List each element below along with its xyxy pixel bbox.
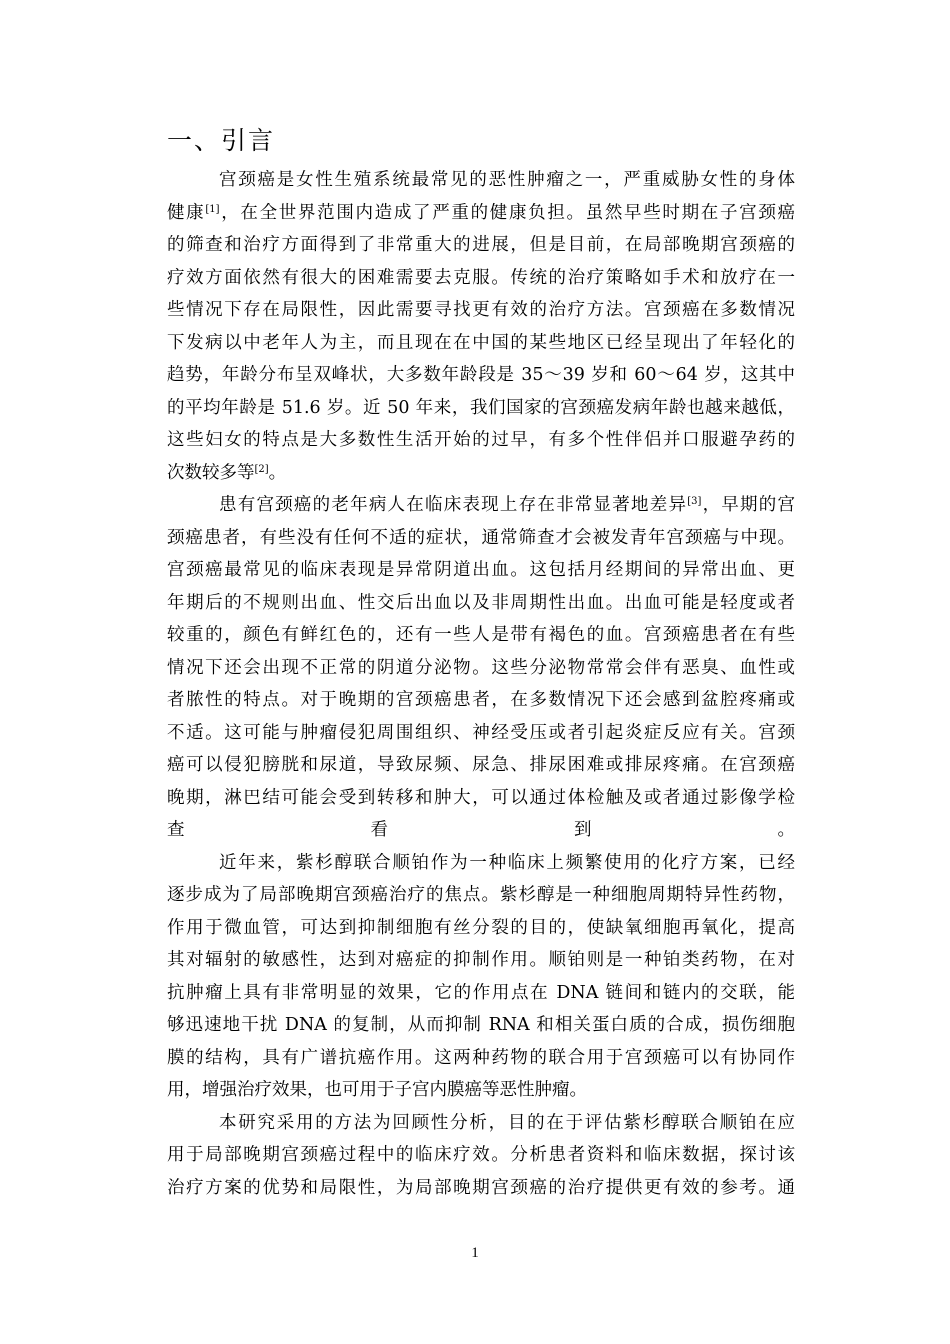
text-line: 不适。这可能与肿瘤侵犯周围组织、神经受压或者引起炎症反应有关。宫颈 — [167, 722, 795, 743]
text-line: 下发病以中老年人为主，而且现在在中国的某些地区已经呈现出了年轻化的 — [167, 332, 795, 353]
paragraph-3 — [167, 847, 795, 1107]
text-line: 膜的结构，具有广谱抗癌作用。这两种药物的联合用于宫颈癌可以有协同作 — [167, 1047, 795, 1068]
paragraph-1 — [167, 164, 795, 489]
text-line: 宫颈癌是女性生殖系统最常见的恶性肿瘤之一，严重威胁女性的身体 — [219, 170, 795, 190]
text-line: 者脓性的特点。对于晚期的宫颈癌患者，在多数情况下还会感到盆腔疼痛或 — [167, 690, 795, 710]
text-line: 宫颈癌最常见的临床表现是异常阴道出血。这包括月经期间的异常出血、更 — [167, 560, 795, 580]
text-line: 其对辐射的敏感性，达到对癌症的抑制作用。顺铂则是一种铂类药物，在对 — [167, 950, 795, 970]
page-number: 1 — [471, 1245, 479, 1261]
text-line: 的平均年龄是 51.6 岁。近 50 年来，我们国家的宫颈癌发病年龄也越来越低， — [167, 397, 795, 418]
text-line: 年期后的不规则出血、性交后出血以及非周期性出血。出血可能是轻度或者 — [167, 592, 795, 613]
text-line: 近年来，紫杉醇联合顺铂作为一种临床上频繁使用的化疗方案，已经 — [219, 852, 795, 873]
text-line: 查看到。 — [167, 820, 795, 840]
text-line: 用，增强治疗效果，也可用于子宫内膜癌等恶性肿瘤。 — [167, 1080, 587, 1100]
text-line: 晚期，淋巴结可能会受到转移和肿大，可以通过体检触及或者通过影像学检 — [167, 787, 795, 808]
text-line: 癌可以侵犯膀胱和尿道，导致尿频、尿急、排尿困难或排尿疼痛。在宫颈癌 — [167, 755, 795, 775]
text-line: 颈癌患者，有些没有任何不适的症状，通常筛查才会被发青年宫颈癌与中现。 — [167, 527, 795, 548]
citation-ref-3: [3] — [687, 496, 702, 507]
text-line: 疗效方面依然有很大的困难需要去克服。传统的治疗策略如手术和放疗在一 — [167, 267, 795, 288]
text-line: 趋势，年龄分布呈双峰状，大多数年龄段是 35～39 岁和 60～64 岁，这其中 — [167, 365, 795, 385]
text-line: 用于局部晚期宫颈癌过程中的临床疗效。分析患者资料和临床数据，探讨该 — [167, 1145, 795, 1165]
text-line: 情况下还会出现不正常的阴道分泌物。这些分泌物常常会伴有恶臭、血性或 — [167, 657, 795, 678]
citation-ref-1: [1] — [205, 203, 220, 215]
section-heading: 一、引言 — [167, 126, 276, 155]
text-line: 患有宫颈癌的老年病人在临床表现上存在非常显著地差异[3]，早期的宫 — [219, 495, 796, 515]
text-line: 够迅速地干扰 DNA 的复制，从而抑制 RNA 和相关蛋白质的合成，损伤细胞 — [167, 1015, 795, 1035]
text-line: 这些妇女的特点是大多数性生活开始的过早，有多个性伴侣并口服避孕药的 — [167, 430, 795, 450]
paragraph-2 — [167, 489, 795, 847]
text-line: 作用于微血管，可达到抑制细胞有丝分裂的目的，使缺氧细胞再氧化，提高 — [167, 917, 795, 938]
text-line: 健康[1]，在全世界范围内造成了严重的健康负担。虽然早些时期在子宫颈癌 — [167, 202, 796, 223]
text-line: 本研究采用的方法为回顾性分析，目的在于评估紫杉醇联合顺铂在应 — [219, 1112, 795, 1133]
citation-ref-2: [2] — [254, 463, 269, 475]
text-line: 较重的，颜色有鲜红色的，还有一些人是带有褐色的血。宫颈癌患者在有些 — [167, 625, 795, 645]
text-line: 次数较多等[2]。 — [167, 462, 287, 483]
text-line: 抗肿瘤上具有非常明显的效果，它的作用点在 DNA 链间和链内的交联，能 — [167, 982, 795, 1003]
text-line: 治疗方案的优势和局限性，为局部晚期宫颈癌的治疗提供更有效的参考。通 — [167, 1177, 795, 1198]
paragraph-4 — [167, 1107, 795, 1205]
body-text — [167, 164, 795, 1204]
text-line: 逐步成为了局部晚期宫颈癌治疗的焦点。紫杉醇是一种细胞周期特异性药物， — [167, 885, 795, 905]
text-line: 些情况下存在局限性，因此需要寻找更有效的治疗方法。宫颈癌在多数情况 — [167, 300, 795, 320]
text-line: 的筛查和治疗方面得到了非常重大的进展，但是目前，在局部晚期宫颈癌的 — [167, 235, 795, 255]
